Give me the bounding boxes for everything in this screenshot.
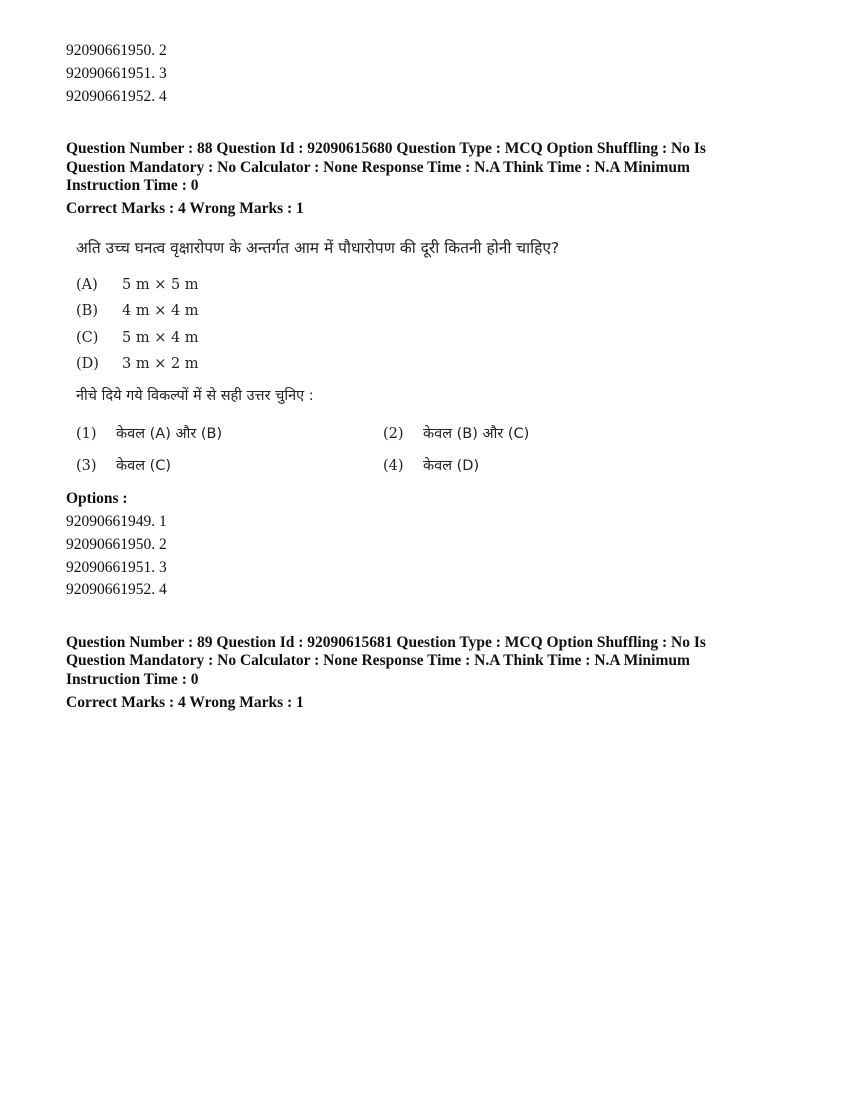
choice-text: 5 m × 4 m [122,330,199,346]
option-line: 92090661950. 2 [66,42,167,59]
question-89-meta-line-3: Instruction Time : 0 [66,671,199,688]
choice-label: (B) [76,303,98,319]
question-89-meta-line-2: Question Mandatory : No Calculator : None Response Time : N.A Think Time : N.A Minimum [66,652,690,669]
choice-a [76,276,199,294]
answer-label: (4) [383,458,404,474]
option-line: 92090661951. 3 [66,559,167,576]
option-line: 92090661949. 1 [66,513,167,530]
choice-label: (A) [76,277,98,293]
question-88-text: अति उच्च घनत्व वृक्षारोपण के अन्तर्गत आम में पौधारोपण की दूरी कितनी होनी चाहिए? [76,239,560,257]
answer-text: केवल (D) [423,458,480,474]
option-line: 92090661951. 3 [66,65,167,82]
choice-c [76,329,199,347]
answer-label: (1) [76,426,97,442]
answer-label: (3) [76,458,97,474]
choice-label: (C) [76,330,99,346]
question-88-meta-line-3: Instruction Time : 0 [66,177,199,194]
answer-2 [383,425,529,443]
answer-text: केवल (A) और (B) [116,426,223,442]
option-line: 92090661952. 4 [66,581,167,598]
answer-text: केवल (B) और (C) [423,426,530,442]
answer-text: केवल (C) [116,458,172,474]
question-89-meta-line-1: Question Number : 89 Question Id : 92090615681 Question Type : MCQ Option Shuffling : No Is [66,634,706,651]
choice-text: 5 m × 5 m [122,277,199,293]
question-88-instruction: नीचे दिये गये विकल्पों में से सही उत्तर चुनिए : [76,388,314,404]
choice-label: (D) [76,356,99,372]
option-line: 92090661950. 2 [66,536,167,553]
answer-1 [76,425,222,443]
question-88-meta-line-1: Question Number : 88 Question Id : 92090615680 Question Type : MCQ Option Shuffling : No Is [66,140,706,157]
choice-b [76,302,199,320]
question-89-marks: Correct Marks : 4 Wrong Marks : 1 [66,694,304,711]
choice-text: 3 m × 2 m [122,356,199,372]
answer-label: (2) [383,426,404,442]
answer-4 [383,457,479,475]
option-line: 92090661952. 4 [66,88,167,105]
choice-d [76,355,199,373]
answer-3 [76,457,171,475]
choice-text: 4 m × 4 m [122,303,199,319]
question-88-meta-line-2: Question Mandatory : No Calculator : None Response Time : N.A Think Time : N.A Minimum [66,159,690,176]
question-88-marks: Correct Marks : 4 Wrong Marks : 1 [66,200,304,217]
options-heading: Options : [66,490,128,507]
